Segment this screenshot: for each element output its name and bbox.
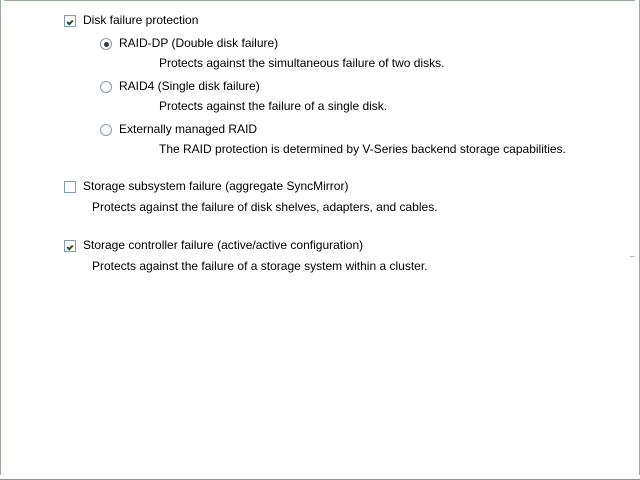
checkbox-storage-controller-failure[interactable] (64, 239, 604, 252)
raid-radio-group (100, 37, 604, 156)
checkbox-disk-failure-protection-box[interactable] (64, 15, 76, 27)
options-panel (64, 14, 604, 273)
storage-subsystem-failure-description: Protects against the failure of disk shelves, adapters, and cables. (92, 200, 438, 214)
radio-externally-managed-raid-dot[interactable] (100, 124, 112, 136)
radio-raid4-label: RAID4 (Single disk failure) (119, 79, 260, 93)
checkbox-storage-controller-failure-label: Storage controller failure (active/active configuration) (83, 238, 364, 252)
option-group-disk-failure-protection (64, 14, 604, 156)
option-group-storage-subsystem-failure (64, 180, 604, 214)
window-top-border (0, 0, 640, 4)
radio-raid4-description: Protects against the failure of a single disk. (159, 99, 388, 113)
radio-raid-dp-description: Protects against the simultaneous failure of two disks. (159, 56, 445, 70)
radio-raid4-dot[interactable] (100, 81, 112, 93)
radio-externally-managed-raid-label: Externally managed RAID (119, 122, 258, 136)
window-right-tick (630, 256, 635, 257)
window-right-border (635, 0, 640, 480)
radio-raid-dp-dot[interactable] (100, 38, 112, 50)
window-left-border (0, 0, 4, 480)
checkbox-storage-subsystem-failure-label: Storage subsystem failure (aggregate SyncMirror) (83, 179, 349, 193)
radio-raid4[interactable] (100, 80, 604, 93)
checkbox-disk-failure-protection[interactable] (64, 14, 604, 27)
radio-raid-dp[interactable] (100, 37, 604, 50)
radio-raid-dp-label: RAID-DP (Double disk failure) (119, 36, 279, 50)
window-bottom-border (0, 475, 640, 480)
radio-externally-managed-raid[interactable] (100, 123, 604, 136)
checkbox-disk-failure-protection-label: Disk failure protection (83, 13, 199, 27)
storage-controller-failure-description: Protects against the failure of a storage system within a cluster. (92, 259, 428, 273)
option-group-storage-controller-failure (64, 239, 604, 273)
checkbox-storage-subsystem-failure-box[interactable] (64, 181, 76, 193)
checkbox-storage-subsystem-failure[interactable] (64, 180, 604, 193)
checkbox-storage-controller-failure-box[interactable] (64, 240, 76, 252)
radio-externally-managed-raid-description: The RAID protection is determined by V-Series backend storage capabilities. (159, 142, 566, 156)
